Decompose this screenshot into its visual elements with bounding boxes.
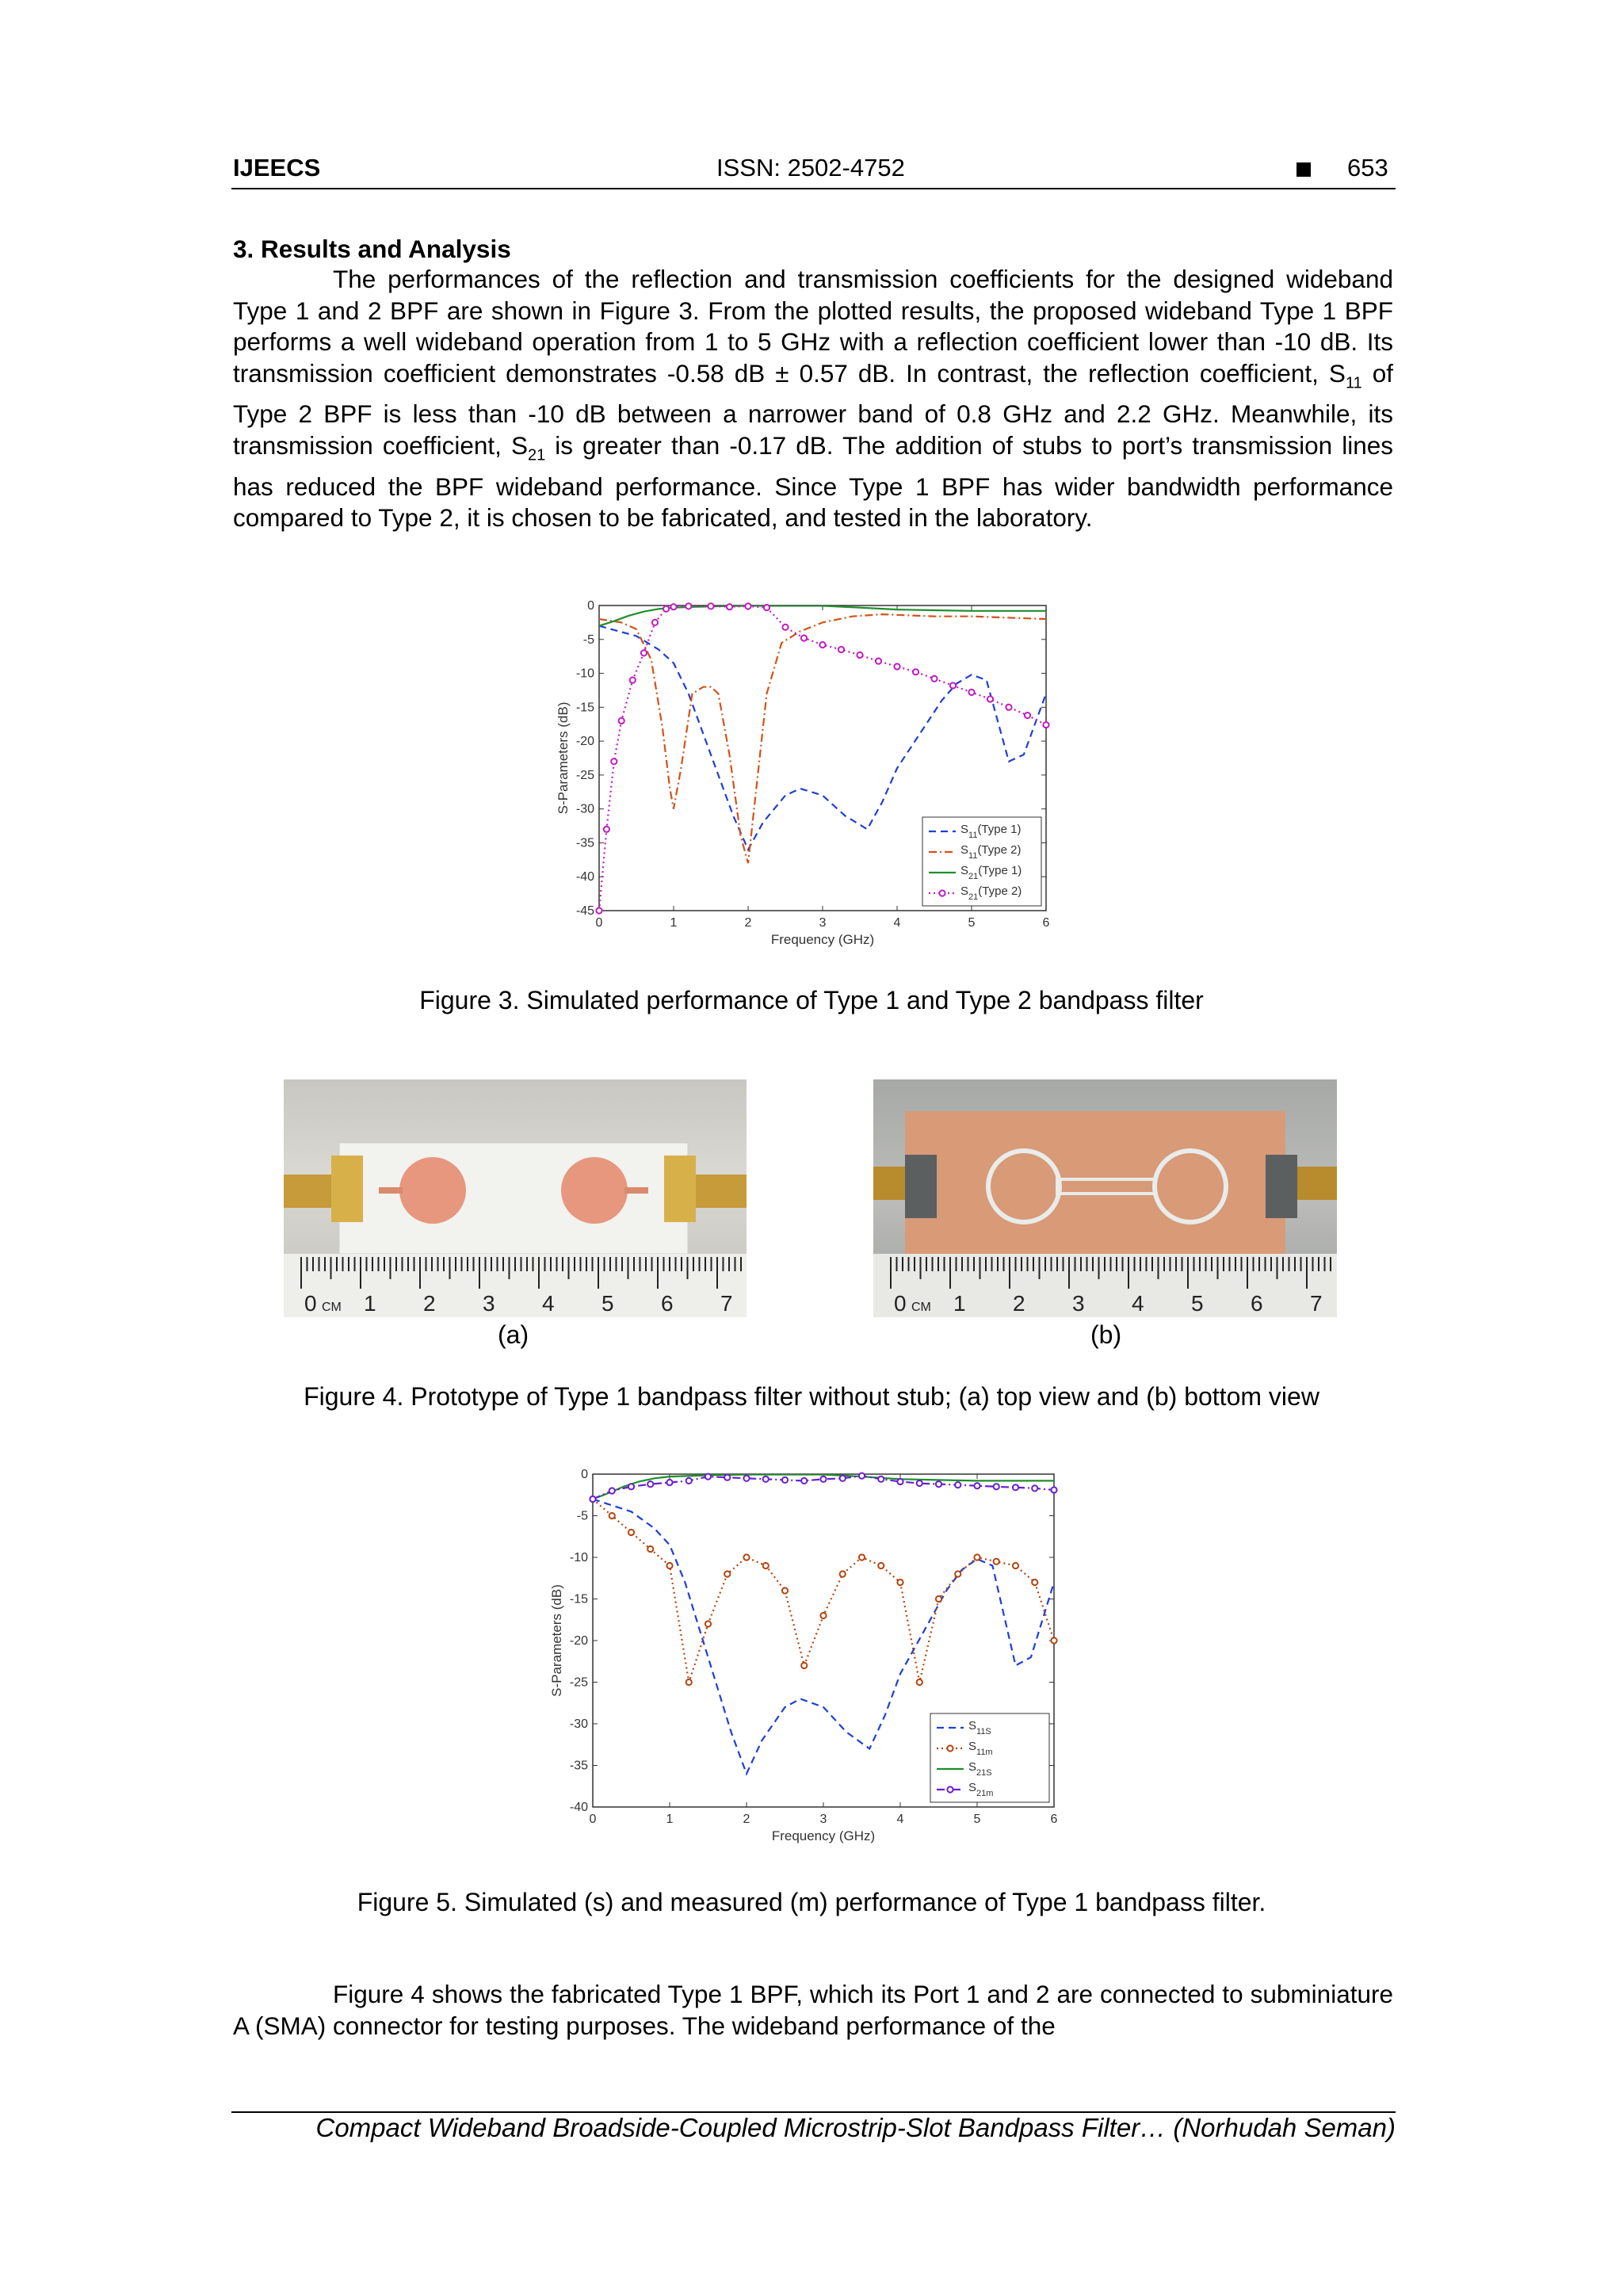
data-point	[897, 1479, 903, 1484]
y-axis-label: S-Parameters (dB)	[549, 1584, 564, 1697]
data-point	[647, 1481, 653, 1487]
data-point	[917, 1679, 922, 1685]
data-point	[801, 635, 807, 640]
data-point	[859, 1554, 865, 1560]
ruler-number: 2	[423, 1291, 436, 1316]
data-point	[705, 1474, 711, 1480]
legend-label: $S_{11m}$	[968, 1740, 993, 1757]
y-tick-label: -40	[575, 870, 594, 884]
x-tick-label: 2	[744, 916, 752, 930]
figure-5-caption: Figure 5. Simulated (s) and measured (m) performance of Type 1 bandpass filter.	[357, 1888, 1266, 1916]
ruler-number: 2	[1013, 1291, 1025, 1316]
data-point	[1013, 1484, 1018, 1490]
data-point	[1006, 705, 1011, 710]
photo-top-view	[284, 1079, 747, 1317]
figure-4b-label: (b)	[1090, 1320, 1122, 1349]
data-point	[685, 603, 691, 609]
y-axis-label: S-Parameters (dB)	[556, 701, 571, 815]
ruler-number: 1	[953, 1291, 966, 1316]
y-tick-label: -15	[575, 701, 594, 715]
figure-4-caption: Figure 4. Prototype of Type 1 bandpass filter without stub; (a) top view and (b) bottom view	[304, 1382, 1319, 1411]
data-point	[968, 690, 974, 695]
y-tick-label: -10	[569, 1551, 588, 1564]
ruler-number: 4	[1132, 1291, 1144, 1316]
data-point	[745, 603, 750, 609]
data-point	[913, 669, 918, 674]
data-point	[666, 1480, 672, 1485]
data-point	[611, 758, 617, 764]
y-tick-label: 0	[587, 599, 594, 613]
data-point	[782, 1477, 788, 1483]
legend-label: $S_{21m}$	[968, 1781, 994, 1798]
x-tick-label: 5	[973, 1813, 981, 1826]
data-point	[1051, 1637, 1056, 1643]
data-point	[782, 625, 788, 630]
legend-label: $S_{21S}$	[968, 1760, 992, 1778]
legend-marker	[947, 1786, 953, 1792]
data-point	[670, 604, 676, 609]
data-point	[609, 1513, 615, 1519]
ruler-unit: CM	[322, 1301, 342, 1314]
x-tick-label: 1	[666, 1813, 674, 1826]
data-point	[894, 663, 899, 669]
data-point	[994, 1559, 999, 1564]
x-tick-label: 4	[893, 916, 901, 930]
y-tick-label: 0	[581, 1468, 588, 1481]
x-tick-label: 3	[819, 916, 827, 930]
data-point	[619, 718, 624, 724]
ruler-number: 1	[364, 1291, 376, 1316]
y-tick-label: -25	[569, 1675, 588, 1690]
issn: ISSN: 2502-4752	[716, 154, 905, 181]
data-point	[987, 696, 993, 701]
figure-4a-label: (a)	[498, 1320, 529, 1349]
data-point	[763, 1563, 769, 1568]
data-point	[743, 1476, 749, 1481]
legend-label: $S_{11S}$	[968, 1719, 991, 1736]
square-bullet-icon	[1296, 162, 1311, 177]
y-tick-label: -35	[569, 1759, 588, 1773]
paragraph-figure-4: Figure 4 shows the fabricated Type 1 BPF, which its Port 1 and 2 are connected to subminiature A (SMA) connector for testing purposes. The wideband performance of the	[233, 1980, 1393, 2040]
data-point	[955, 1571, 960, 1576]
data-point	[897, 1580, 903, 1585]
data-point	[1032, 1580, 1037, 1585]
running-footer: Compact Wideband Broadside-Coupled Microstrip-Slot Bandpass Filter… (Norhudah Seman)	[315, 2113, 1396, 2142]
ruler-number: 6	[1251, 1291, 1263, 1316]
photo-bottom-view	[873, 1079, 1337, 1317]
data-point	[1043, 722, 1048, 728]
data-point	[917, 1480, 922, 1486]
data-point	[801, 1478, 807, 1484]
y-tick-label: -35	[575, 836, 594, 850]
data-point	[705, 1621, 711, 1626]
y-tick-label: -45	[575, 904, 594, 918]
legend-marker	[947, 1745, 953, 1751]
x-tick-label: 6	[1050, 1813, 1058, 1826]
data-point	[820, 1477, 826, 1482]
data-point	[801, 1663, 807, 1668]
data-point	[955, 1482, 960, 1488]
y-tick-label: -20	[575, 735, 594, 749]
ruler-number: 5	[601, 1291, 614, 1316]
x-tick-label: 4	[896, 1813, 904, 1826]
y-tick-label: -5	[582, 632, 594, 647]
data-point	[936, 1481, 941, 1487]
data-point	[840, 1476, 846, 1481]
data-point	[1051, 1487, 1056, 1492]
figure-5-chart	[539, 1458, 1062, 1855]
data-point	[647, 1546, 653, 1552]
data-point	[652, 620, 658, 625]
data-point	[604, 827, 609, 832]
page-number: 653	[1347, 154, 1388, 181]
y-tick-label: -20	[569, 1634, 588, 1648]
data-point	[840, 1571, 846, 1576]
ruler-number: 7	[720, 1291, 733, 1316]
x-tick-label: 5	[968, 916, 976, 930]
data-point	[724, 1571, 730, 1576]
section-title: 3. Results and Analysis	[233, 235, 511, 263]
filter-top-view-illustration	[284, 1079, 747, 1317]
x-tick-label: 6	[1042, 916, 1050, 930]
data-point	[686, 1478, 692, 1484]
data-point	[641, 650, 647, 655]
ruler-number: 3	[1072, 1291, 1085, 1316]
data-point	[819, 642, 825, 648]
x-tick-label: 0	[595, 916, 603, 930]
data-point	[630, 678, 636, 683]
data-point	[724, 1475, 730, 1480]
data-point	[857, 652, 862, 658]
header-rule	[231, 188, 1396, 189]
x-axis-label: Frequency (GHz)	[770, 932, 875, 947]
y-tick-label: -30	[575, 802, 594, 816]
x-tick-label: 3	[819, 1813, 827, 1826]
data-point	[838, 647, 844, 652]
data-point	[628, 1530, 634, 1535]
data-point	[743, 1554, 749, 1560]
ruler-number: 4	[542, 1291, 555, 1316]
data-point	[878, 1477, 884, 1482]
legend-label: $S_{21}(Type$ 2)	[960, 884, 1022, 902]
data-point	[1032, 1485, 1037, 1491]
data-point	[974, 1554, 980, 1560]
ruler-number: 6	[661, 1291, 674, 1316]
figure-3-caption: Figure 3. Simulated performance of Type 1 and Type 2 bandpass filter	[419, 986, 1204, 1014]
data-point	[628, 1484, 634, 1489]
x-axis-label: Frequency (GHz)	[771, 1828, 876, 1843]
ruler-number: 7	[1310, 1291, 1323, 1316]
data-point	[663, 606, 669, 612]
data-point	[708, 603, 713, 609]
data-point	[820, 1613, 826, 1618]
data-point	[590, 1496, 595, 1502]
legend-label: $S_{11}(Type$ 1)	[960, 823, 1022, 840]
x-tick-label: 1	[670, 916, 678, 930]
ruler-unit: CM	[911, 1301, 931, 1314]
figure-3-chart	[555, 593, 1054, 957]
y-tick-label: -25	[575, 768, 594, 782]
data-point	[876, 659, 881, 664]
x-tick-label: 0	[589, 1813, 597, 1826]
data-point	[994, 1484, 999, 1489]
y-tick-label: -30	[569, 1717, 588, 1731]
paragraph-results: The performances of the reflection and transmission coefficients for the designed wideband Type 1 and 2 BPF are shown in Figure 3. From the plotted results, the proposed wideband Type 1 BPF performs a well wideband operation from 1 to 5 GHz with a reflection coefficient lower than -10 dB. Its transmission coefficient demonstrates -0.58 dB ± 0.57 dB. In contrast, the reflection coefficient, $S_{11}$ of Type 2 BPF is less than -10 dB between a narrower band of 0.8 GHz and 2.2 GHz. Meanwhile, its transmission coefficient, $S_{21}$ is greater than -0.17 dB. The addition of stubs to port’s transmission lines has reduced the BPF wideband performance. Since Type 1 BPF has wider bandwidth performance compared to Type 2, it is chosen to be fabricated, and tested in the laboratory.	[233, 265, 1393, 533]
data-point	[974, 1483, 980, 1488]
data-point	[1013, 1563, 1018, 1568]
journal-name: IJEECS	[233, 154, 321, 181]
data-point	[666, 1563, 672, 1568]
ruler-number: 3	[483, 1291, 495, 1316]
y-tick-label: -40	[569, 1801, 588, 1814]
legend-label: $S_{11}(Type$ 2)	[960, 843, 1022, 861]
filter-bottom-view-illustration	[873, 1079, 1337, 1317]
data-point	[764, 605, 769, 610]
y-tick-label: -5	[576, 1509, 588, 1523]
data-point	[936, 1596, 941, 1602]
data-point	[686, 1679, 692, 1685]
data-point	[763, 1477, 769, 1482]
data-point	[950, 682, 956, 688]
ruler-number: 0	[894, 1291, 907, 1316]
y-tick-label: -15	[569, 1592, 588, 1606]
x-tick-label: 2	[743, 1813, 750, 1826]
data-point	[859, 1473, 865, 1479]
y-tick-label: -10	[575, 667, 594, 681]
legend-marker	[939, 890, 945, 896]
ruler-number: 5	[1191, 1291, 1204, 1316]
legend-label: $S_{21}(Type$ 1)	[960, 864, 1022, 881]
data-point	[931, 676, 937, 682]
data-point	[1025, 712, 1030, 718]
data-point	[782, 1587, 788, 1593]
data-point	[609, 1488, 615, 1493]
data-point	[727, 604, 732, 609]
ruler-number: 0	[304, 1291, 317, 1316]
data-point	[878, 1563, 884, 1568]
data-point	[596, 907, 601, 913]
